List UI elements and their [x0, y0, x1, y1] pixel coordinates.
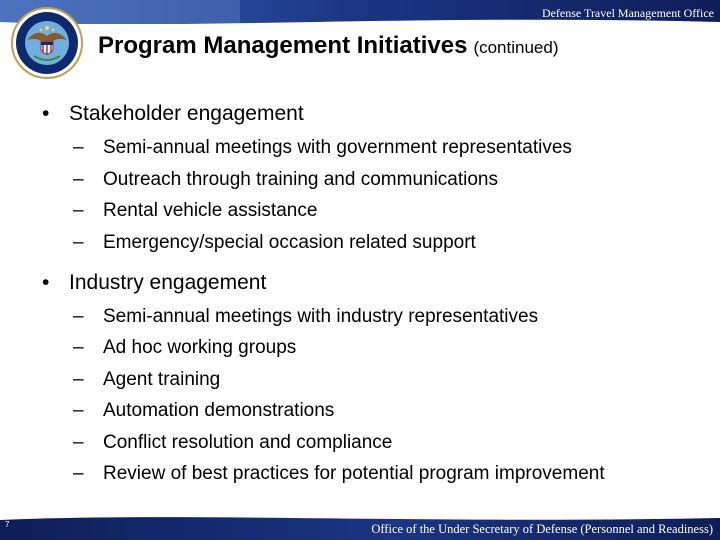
list-item-label: Rental vehicle assistance [103, 200, 318, 221]
office-name-header: Defense Travel Management Office [541, 6, 714, 20]
list-item-label: Semi-annual meetings with government representatives [103, 137, 572, 158]
list-item [73, 400, 334, 422]
list-item [73, 137, 572, 159]
dash-marker: – [73, 463, 84, 484]
list-item-label: Outreach through training and communications [103, 169, 499, 190]
list-item-label: Emergency/special occasion related support [103, 232, 476, 253]
slide-title-suffix: (continued) [473, 38, 559, 57]
dash-marker: – [73, 432, 84, 453]
slide-title-main: Program Management Initiatives [98, 32, 468, 59]
dash-marker: – [73, 306, 84, 327]
slide-title [98, 32, 559, 60]
bullet-marker: • [42, 271, 50, 294]
section-heading-stakeholder [42, 102, 304, 126]
dash-marker: – [73, 369, 84, 390]
list-item-label: Review of best practices for potential program improvement [103, 463, 605, 484]
bullet-marker: • [42, 102, 50, 125]
list-item [73, 432, 392, 454]
list-item [73, 200, 317, 222]
list-item-label: Semi-annual meetings with industry representatives [103, 306, 539, 327]
page-number: 7 [5, 520, 10, 529]
list-item-label: Conflict resolution and compliance [103, 432, 393, 453]
section-heading-label: Industry engagement [69, 271, 267, 294]
list-item-label: Agent training [103, 369, 221, 390]
list-item [73, 306, 538, 328]
list-item-label: Ad hoc working groups [103, 337, 297, 358]
dash-marker: – [73, 137, 84, 158]
section-heading-industry [42, 271, 266, 295]
dash-marker: – [73, 169, 84, 190]
list-item [73, 369, 220, 391]
section-heading-label: Stakeholder engagement [69, 102, 304, 125]
list-item [73, 337, 296, 359]
list-item [73, 232, 476, 254]
dash-marker: – [73, 200, 84, 221]
list-item-label: Automation demonstrations [103, 400, 335, 421]
dash-marker: – [73, 400, 84, 421]
dash-marker: – [73, 337, 84, 358]
dod-seal-icon [10, 6, 84, 80]
list-item [73, 169, 498, 191]
office-name-footer: Office of the Under Secretary of Defense (Personnel and Readiness) [371, 522, 713, 536]
dash-marker: – [73, 232, 84, 253]
list-item [73, 463, 605, 485]
